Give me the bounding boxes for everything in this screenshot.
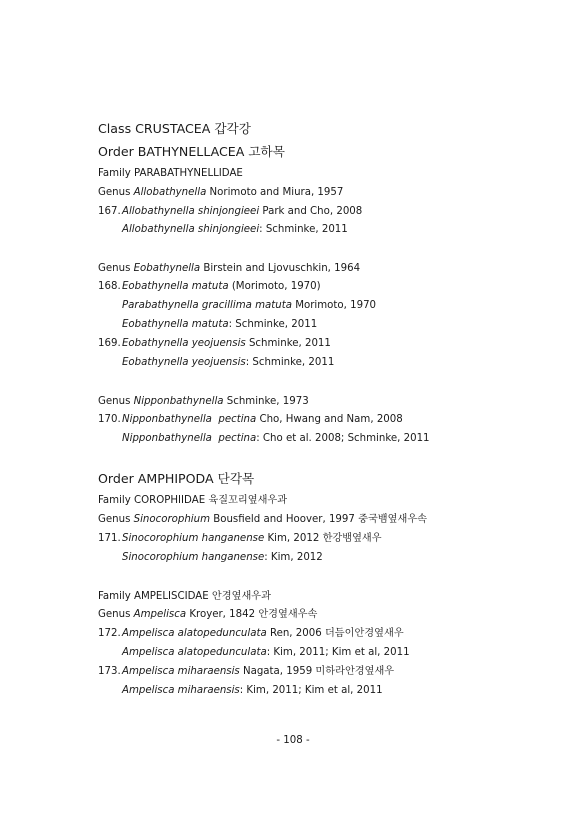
entry-number: 170. [98, 414, 121, 425]
species-entry-173 [98, 665, 394, 678]
genus-name: Sinocorophium [133, 514, 211, 525]
species-entry-170 [98, 413, 403, 426]
species-name: Eobathynella matuta [122, 281, 229, 292]
synonym-name: Parabathynella gracillima matuta [122, 300, 292, 311]
synonym-citation: : Schminke, 2011 [228, 319, 318, 330]
genus-name: Eobathynella [133, 263, 201, 274]
synonym-citation: : Cho et al. 2008; Schminke, 2011 [256, 433, 430, 444]
species-authority: (Morimoto, 1970) [228, 281, 321, 292]
synonym-citation: : Schminke, 2011 [245, 357, 335, 368]
genus-allobathynella [98, 186, 343, 199]
species-entry-171 [98, 532, 382, 545]
species-authority: Cho, Hwang and Nam, 2008 [256, 414, 403, 425]
species-name: Allobathynella shinjongieei [122, 206, 260, 217]
genus-ampelisca [98, 608, 317, 621]
species-authority: Nagata, 1959 미하라안경옆새우 [239, 666, 395, 677]
entry-number: 171. [98, 533, 121, 544]
entry-number: 168. [98, 281, 121, 292]
species-authority: Ren, 2006 더듬이안경옆새우 [266, 628, 404, 639]
synonym-citation: : Kim, 2011; Kim et al, 2011 [239, 685, 383, 696]
species-entry-168 [98, 280, 321, 293]
order-heading-bathynellacea: Order BATHYNELLACEA 고하목 [98, 144, 285, 159]
species-entry-172 [98, 627, 404, 640]
synonym-name: Sinocorophium hanganense [122, 552, 265, 563]
synonym-name: Ampelisca miharaensis [122, 685, 240, 696]
genus-label: Genus [98, 514, 134, 525]
species-entry-169 [98, 337, 331, 350]
synonym-169 [122, 356, 334, 369]
synonym-name: Eobathynella matuta [122, 319, 229, 330]
entry-number: 173. [98, 666, 121, 677]
genus-sinocorophium [98, 513, 427, 526]
synonym-name: Ampelisca alatopedunculata [122, 647, 267, 658]
genus-label: Genus [98, 187, 134, 198]
genus-label: Genus [98, 609, 134, 620]
genus-eobathynella [98, 262, 360, 275]
family-ampeliscidae: Family AMPELISCIDAE 안경옆새우과 [98, 591, 271, 602]
species-name: Ampelisca alatopedunculata [122, 628, 267, 639]
species-name: Nipponbathynella pectina [122, 414, 257, 425]
genus-label: Genus [98, 263, 134, 274]
family-parabathynellidae: Family PARABATHYNELLIDAE [98, 168, 243, 179]
genus-name: Nipponbathynella [133, 396, 224, 407]
synonym-170 [122, 432, 430, 445]
genus-authority: Bousfield and Hoover, 1997 중국뱀옆새우속 [210, 514, 428, 525]
synonym-167 [122, 223, 348, 236]
family-corophiidae: Family COROPHIIDAE 육질꼬리옆새우과 [98, 495, 288, 506]
species-name: Ampelisca miharaensis [122, 666, 240, 677]
species-authority: Kim, 2012 한강뱀옆새우 [264, 533, 382, 544]
synonym-168-a [122, 299, 376, 312]
synonym-citation: : Schminke, 2011 [259, 224, 348, 235]
species-entry-167 [98, 205, 362, 218]
synonym-168-b [122, 318, 317, 331]
species-name: Eobathynella yeojuensis [122, 338, 246, 349]
synonym-173 [122, 684, 383, 697]
species-name: Sinocorophium hanganense [122, 533, 265, 544]
entry-number: 172. [98, 628, 121, 639]
page-number: - 108 - [276, 735, 310, 746]
genus-authority: Birstein and Ljovuschkin, 1964 [200, 263, 361, 274]
synonym-citation: Morimoto, 1970 [291, 300, 377, 311]
synonym-171 [122, 551, 323, 564]
genus-name: Allobathynella [133, 187, 207, 198]
order-heading-amphipoda: Order AMPHIPODA 단각목 [98, 471, 255, 486]
genus-authority: Kroyer, 1842 안경옆새우속 [186, 609, 318, 620]
entry-number: 169. [98, 338, 121, 349]
synonym-172 [122, 646, 410, 659]
synonym-citation: : Kim, 2012 [264, 552, 323, 563]
genus-nipponbathynella [98, 395, 309, 408]
synonym-name: Eobathynella yeojuensis [122, 357, 246, 368]
species-authority: Schminke, 2011 [245, 338, 331, 349]
class-heading: Class CRUSTACEA 갑각강 [98, 121, 251, 136]
genus-authority: Schminke, 1973 [223, 396, 309, 407]
genus-authority: Norimoto and Miura, 1957 [206, 187, 344, 198]
synonym-citation: : Kim, 2011; Kim et al, 2011 [266, 647, 410, 658]
synonym-name: Allobathynella shinjongieei [122, 224, 260, 235]
synonym-name: Nipponbathynella pectina [122, 433, 257, 444]
genus-label: Genus [98, 396, 134, 407]
genus-name: Ampelisca [133, 609, 187, 620]
entry-number: 167. [98, 206, 121, 217]
species-authority: Park and Cho, 2008 [259, 206, 363, 217]
